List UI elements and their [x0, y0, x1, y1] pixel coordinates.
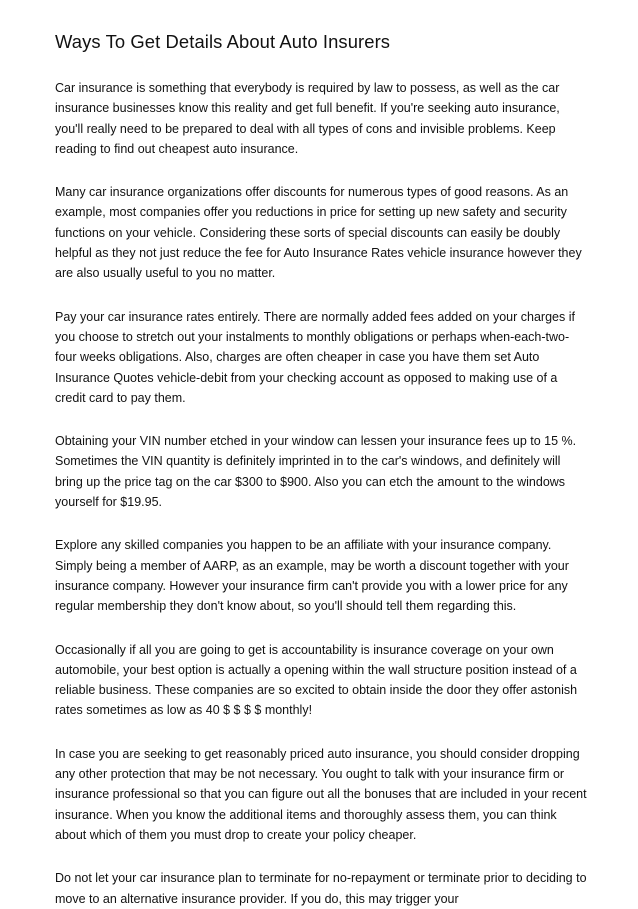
page-title: Ways To Get Details About Auto Insurers — [55, 31, 391, 52]
paragraph-1: Car insurance is something that everybody is required by law to possess, as well as the car insurance businesses know this reality and get full benefit. If you're seeking auto insurance, you'll really need to be prepared to deal with all types of cons and invisible problems. Keep reading to find out cheapest auto insurance. — [55, 81, 560, 156]
paragraph-7: In case you are seeking to get reasonably priced auto insurance, you should consider dropping any other protection that may be not necessary. You ought to talk with your insurance firm or insurance professional so that you can figure out all the bonuses that are included in your recent insurance. When you know the additional items and thoroughly assess them, you can think about which of them you must drop to create your policy cheaper. — [55, 746, 587, 842]
document-page — [55, 0, 587, 909]
paragraph-3: Pay your car insurance rates entirely. There are normally added fees added on your charges if you choose to stretch out your instalments to monthly obligations or perhaps when-each-two-four weeks obligations. Also, charges are often cheaper in case you have them set Auto Insurance Quotes vehicle-debit from your checking account as opposed to making use of a credit card to pay them. — [55, 309, 575, 405]
paragraph-5: Explore any skilled companies you happen to be an affiliate with your insurance company. Simply being a member of AARP, as an example, may be worth a discount together with your insurance company. However your insurance firm can't provide you with a lower price for any regular membership they don't know about, so you'll should tell them regarding this. — [55, 538, 569, 614]
paragraph-6: Occasionally if all you are going to get is accountability is insurance coverage on your own automobile, your best option is actually a opening within the wall structure position instead of a reliable business. These companies are so excited to obtain inside the door they offer astonish rates sometimes as low as 40 $ $ $ $ monthly! — [55, 642, 578, 718]
paragraph-8: Do not let your car insurance plan to terminate for no-repayment or terminate prior to deciding to move to an alternative insurance provider. If you do, this may trigger your — [55, 871, 587, 906]
paragraph-4: Obtaining your VIN number etched in your window can lessen your insurance fees up to 15 %. Sometimes the VIN quantity is definitely imprinted in to the car's windows, and definitely will bring up the price tag on the car $300 to $900. Also you can etch the amount to the windows yourself for $19.95. — [55, 434, 577, 510]
paragraph-2: Many car insurance organizations offer discounts for numerous types of good reasons. As an example, most companies offer you reductions in price for setting up new safety and security functions on your vehicle. Considering these sorts of special discounts can easily be doubly helpful as they not just reduce the fee for Auto Insurance Rates vehicle insurance however they are also usually useful to you no matter. — [55, 185, 582, 281]
